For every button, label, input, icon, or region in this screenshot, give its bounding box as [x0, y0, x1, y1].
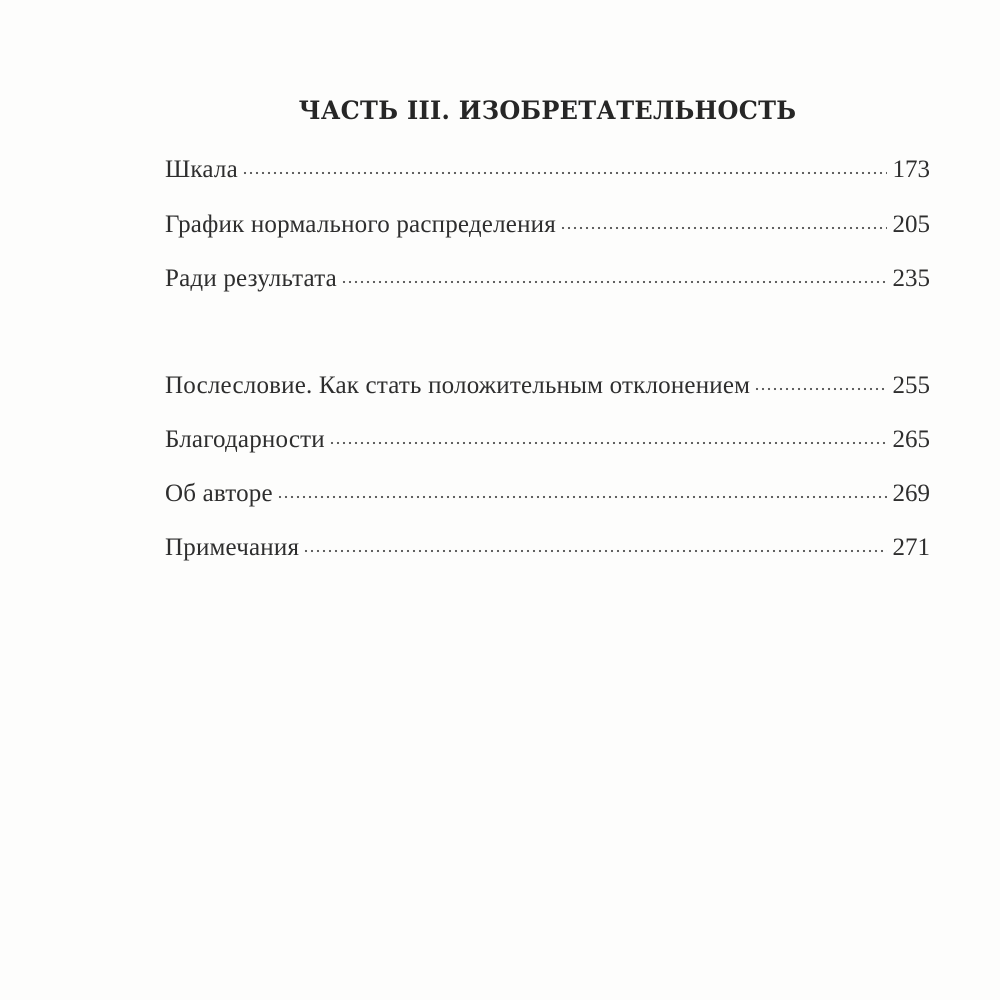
toc-entry — [165, 371, 930, 401]
dot-leader — [303, 533, 886, 555]
dot-leader — [329, 425, 887, 447]
toc-entry-title: Ради результата — [165, 265, 337, 292]
toc-entry-title: График нормального распределения — [165, 211, 556, 238]
toc-entry — [165, 210, 930, 240]
toc-entry-title: Примечания — [165, 534, 300, 561]
toc-entry-title: Об авторе — [165, 480, 273, 507]
dot-leader — [560, 210, 887, 232]
toc-entry-page: 271 — [892, 534, 930, 561]
dot-leader — [754, 371, 886, 393]
toc-entry — [165, 264, 930, 294]
toc-entry-title: Шкала — [165, 156, 238, 183]
toc-entry-title: Послесловие. Как стать положительным отклонением — [165, 372, 751, 399]
toc-entry-page: 255 — [892, 372, 930, 399]
toc-entry-page: 269 — [892, 480, 930, 507]
dot-leader — [341, 264, 887, 286]
toc-entry — [165, 479, 930, 509]
part-title: ЧАСТЬ III. ИЗОБРЕТАТЕЛЬНОСТЬ — [298, 96, 797, 125]
toc-entry-page: 265 — [892, 426, 930, 453]
dot-leader — [242, 155, 887, 177]
dot-leader — [277, 479, 887, 501]
toc-entry-page: 205 — [892, 211, 930, 238]
toc-entry-page: 173 — [892, 156, 930, 183]
toc-entry-page: 235 — [892, 265, 930, 292]
toc-entry — [165, 155, 930, 185]
toc-entry-title: Благодарности — [165, 426, 325, 453]
toc-entry — [165, 533, 930, 563]
toc-entry — [165, 425, 930, 455]
